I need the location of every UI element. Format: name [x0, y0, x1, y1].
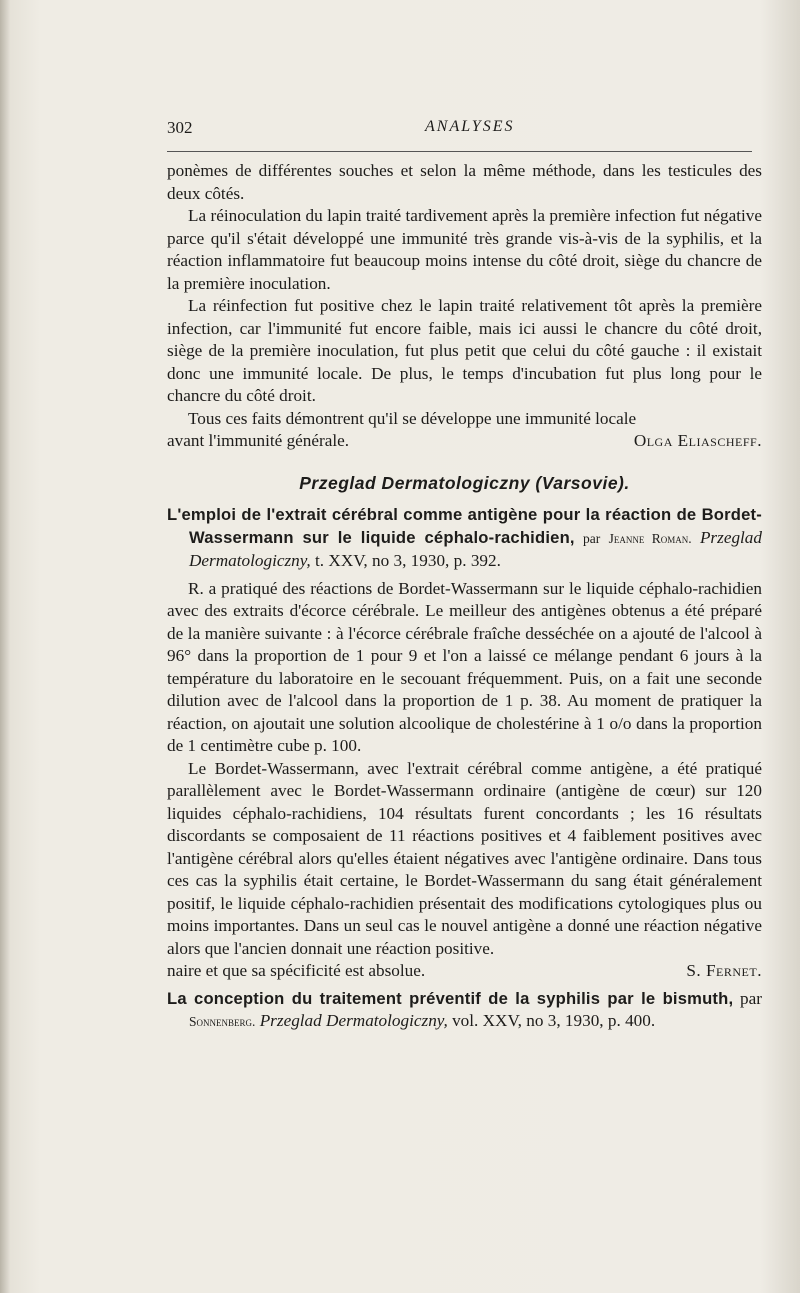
page-header — [167, 118, 757, 140]
book-spine-shadow — [0, 0, 10, 1293]
journal-name: Przeglad Dermatologiczny, — [259, 1011, 448, 1030]
closing-text: avant l'immunité générale. — [167, 431, 350, 450]
running-head: ANALYSES — [425, 118, 515, 135]
article-by: par — [740, 988, 762, 1008]
signature: Olga Eliascheff. — [633, 431, 762, 450]
journal-name: Przeglad Dermatologiczny, — [189, 527, 762, 570]
signature-line — [167, 430, 762, 453]
closing-text: naire et que sa spécificité est absolue. — [167, 961, 426, 980]
signature: S. Fernet. — [686, 961, 762, 980]
signature-line — [167, 960, 762, 983]
paragraph: Le Bordet-Wassermann, avec l'extrait cérébral comme antigène, a été pratiqué parallèlement avec le Bordet-Wassermann ordinaire (antigène de cœur) sur 120 liquides céphalo-rachidiens, 104 résultats furent concordants ; les 16 résultats discordants se composaient de 11 réactions positives et 4 faiblement positives avec l'antigène cérébral alors qu'elles étaient négatives avec l'antigène ordinaire. Dans tous ces cas la syphilis était certaine, le Bordet-Wassermann du sang était généralement positif, le liquide céphalo-rachidien présentait des modifications cytologiques plus ou moins importantes. Dans un seul cas le nouvel antigène a donné une réaction négative alors que l'ancien donnait une réaction positive. — [167, 758, 762, 958]
page-body — [167, 160, 762, 1034]
article-author: Sonnenberg. — [189, 1014, 256, 1029]
paragraph: La réinfection fut positive chez le lapin traité relativement tôt après la première infection, car l'immunité fut encore faible, mais ici aussi le chancre du côté droit, siège de la première inoculation, fut plus petit que celui du côté gauche : il existait donc une immunité locale. De plus, le temps d'incubation fut plus long pour le chancre du côté droit. — [167, 296, 762, 405]
article-citation — [167, 988, 762, 1034]
continuation-paragraph: ponèmes de différentes souches et selon la même méthode, dans les testicules des deux côtés. — [167, 161, 762, 203]
journal-ref: vol. XXV, no 3, 1930, p. 400. — [447, 1011, 656, 1030]
article-title: La conception du traitement préventif de la syphilis par le bismuth, — [167, 988, 734, 1008]
page-number: 302 — [167, 118, 193, 137]
article-by: par — [583, 530, 601, 546]
article-author: Jeanne Roman. — [608, 530, 692, 546]
paragraph: Tous ces faits démontrent qu'il se développe une immunité locale — [188, 408, 637, 428]
section-title: Przeglad Dermatologiczny (Varsovie). — [299, 472, 630, 493]
paragraph: La réinoculation du lapin traité tardivement après la première infection fut négative parce qu'il s'était développé une immunité très grande vis-à-vis de la syphilis, et la réaction inflammatoire fut beaucoup moins intense du côté droit, siège du chancre de la première inoculation. — [167, 206, 762, 293]
header-rule — [167, 151, 752, 152]
article-citation — [167, 504, 762, 573]
journal-ref: t. XXV, no 3, 1930, p. 392. — [310, 551, 501, 570]
paragraph: R. a pratiqué des réactions de Bordet-Wassermann sur le liquide céphalo-rachidien avec des extraits d'écorce cérébrale. Le meilleur des antigènes obtenus a été préparé de la manière suivante : à l'écorce cérébrale fraîche desséchée on a ajouté de l'alcool à 96° dans la proportion de 1 pour 9 et l'on a laissé ce mélange pendant 6 jours à la température du laboratoire en le secouant fréquemment. Puis, on a fait une seconde dilution avec de l'alcool dans la proportion de 1 p. 38. Au moment de pratiquer la réaction, on ajoutait une solution alcoolique de cholestérine à 1 o/o dans la proportion de 1 centimètre cube p. 100. — [167, 578, 762, 755]
article-title: L'emploi de l'extrait cérébral comme antigène pour la réaction de Bordet-Wassermann sur le liquide céphalo-rachidien, — [167, 505, 762, 547]
